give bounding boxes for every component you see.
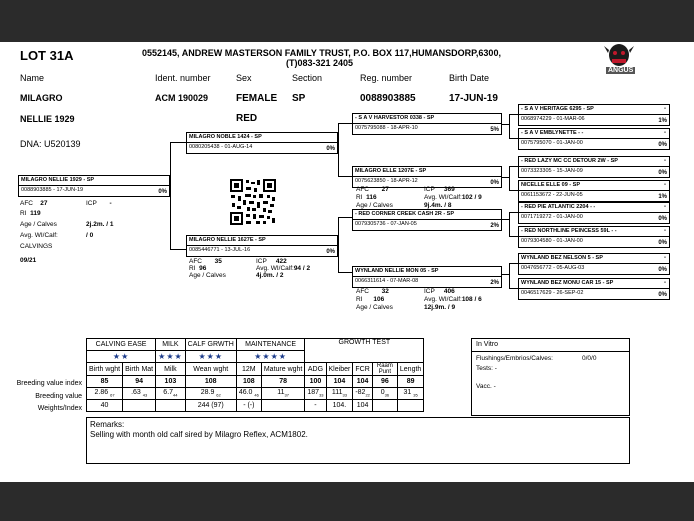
remarks-label: Remarks:	[90, 420, 125, 429]
divider	[519, 212, 669, 213]
self-calvings-value: 09/21	[20, 257, 37, 264]
top-band	[0, 0, 694, 42]
pedigree-sire	[186, 132, 338, 154]
flushings-value: 0/0/0	[582, 355, 597, 362]
weights-cell: 244 (97)	[185, 400, 236, 412]
pedigree-g3-name: WYNLAND BEZ MONU CAR 15 - SP	[521, 280, 614, 286]
dd-age-calves-value: 12j.9m. / 9	[424, 304, 456, 311]
index-cell: 96	[372, 376, 397, 388]
sd-afc: AFC 27	[356, 186, 389, 193]
weights-cell: -	[305, 400, 326, 412]
col-mature-wght: Mature wght	[261, 363, 305, 376]
connector-sd-parents	[509, 166, 510, 190]
col-birth-wght: Birth wght	[87, 363, 123, 376]
dash: -	[664, 255, 666, 261]
animal-sex: FEMALE	[236, 93, 278, 104]
divider	[519, 138, 669, 139]
divider	[19, 185, 169, 186]
animal-section: SP	[292, 93, 306, 104]
dam-icp: ICP 422	[256, 258, 287, 265]
divider	[519, 190, 669, 191]
row-label-value: Breeding value	[35, 393, 82, 400]
connector-ss-parents	[509, 114, 510, 138]
pedigree-g3-5	[518, 202, 670, 224]
dd-age-calves: Age / Calves	[356, 304, 393, 311]
pedigree-sire-dam	[352, 166, 502, 188]
dd-ri: RI 106	[356, 296, 385, 303]
index-cell: 78	[261, 376, 305, 388]
self-age-calves-value: 2j.2m. / 1	[86, 221, 114, 228]
pedigree-ss-name: - S A V HARVESTOR 0338 - SP	[355, 115, 435, 121]
value-row	[87, 388, 424, 400]
in-vitro-title: In Vitro	[476, 341, 499, 348]
catalogue-page	[0, 42, 694, 482]
pedigree-sd-pct: 0%	[490, 180, 499, 186]
pedigree-g3-pct: 1%	[658, 194, 667, 200]
pedigree-dam	[186, 235, 338, 257]
pedigree-g3-pct: 1%	[658, 118, 667, 124]
pedigree-g3-reg: 0073323305 - 15-JAN-09	[521, 168, 583, 174]
connector-to-g3-8	[509, 288, 518, 289]
index-cell: 104	[326, 376, 353, 388]
weights-row	[87, 400, 424, 412]
pedigree-g3-pct: 0%	[658, 170, 667, 176]
pedigree-ds-reg: 0079305736 - 07-JAN-05	[355, 221, 417, 227]
connector-to-sd	[338, 176, 352, 177]
self-icp: ICP -	[86, 200, 112, 207]
pedigree-g3-pct: 0%	[658, 216, 667, 222]
pedigree-sire-pct: 0%	[326, 146, 335, 152]
dd-avg-wi: Avg. WI/Calf:108 / 6	[424, 296, 482, 303]
index-row	[87, 376, 424, 388]
remarks-text: Selling with month old calf sired by Milagro Reflex, ACM1802.	[90, 430, 308, 439]
connector-to-g3-4	[509, 190, 518, 191]
pedigree-self	[18, 175, 170, 197]
pedigree-dam-sire	[352, 209, 502, 231]
index-cell: 104	[353, 376, 373, 388]
dash: -	[664, 130, 666, 136]
self-calvings-label: CALVINGS	[20, 243, 53, 250]
dam-age-calves-value: 4j.0m. / 2	[256, 272, 284, 279]
label-section: Section	[292, 73, 323, 83]
self-avg-wi: Avg. WI/Calf:	[20, 232, 58, 239]
pedigree-sire-sire	[352, 113, 502, 135]
connector-to-sire	[170, 142, 186, 143]
pedigree-g3-reg: 0047656772 - 05-AUG-03	[521, 265, 585, 271]
animal-reg: 0088903885	[360, 93, 416, 104]
col-wean-wght: Wean wght	[185, 363, 236, 376]
header-row	[87, 363, 424, 376]
animal-colour: RED	[236, 113, 258, 124]
group-milk: MILK	[156, 339, 186, 351]
divider	[519, 236, 669, 237]
qr-code	[229, 178, 277, 226]
dash: -	[664, 182, 666, 188]
connector-to-g3-7	[509, 263, 518, 264]
pedigree-ds-name: - RED CORNER CREEK CASH 2R - SP	[355, 211, 455, 217]
connector-to-g3-2	[509, 138, 518, 139]
connector-dd-parents	[509, 263, 510, 288]
index-cell: 89	[397, 376, 423, 388]
sd-age-calves-value: 9j.4m. / 8	[424, 202, 452, 209]
owner-line-1: 0552145, ANDREW MASTERSON FAMILY TRUST, P.O. BOX 117,HUMANSDORP,6300,	[142, 48, 501, 58]
owner-line-2: (T)083-321 2405	[286, 58, 354, 68]
pedigree-g3-name: - RED PIE ATLANTIC 2204 - -	[521, 204, 596, 210]
connector-to-dam	[170, 249, 186, 250]
pedigree-g3-reg: 0068974229 - 01-MAR-06	[521, 116, 585, 122]
weights-cell: 104	[353, 400, 373, 412]
dash: -	[664, 158, 666, 164]
connector-to-g3-1	[509, 114, 518, 115]
pedigree-dd-reg: 0066311614 - 07-MAR-08	[355, 278, 419, 284]
animal-sub-name: NELLIE 1929	[20, 114, 75, 124]
pedigree-g3-reg: 0075795070 - 01-JAN-00	[521, 140, 583, 146]
pedigree-dd-pct: 2%	[490, 280, 499, 286]
calving-stars-icon: ★★	[87, 351, 156, 363]
ebv-table	[86, 338, 424, 412]
pedigree-dam-name: MILAGRO NELLIE 1627E - SP	[189, 237, 266, 243]
pedigree-g3-1	[518, 104, 670, 126]
label-reg: Reg. number	[360, 73, 413, 83]
weights-cell	[372, 400, 397, 412]
pedigree-ss-pct: 5%	[490, 127, 499, 133]
value-cell: .63 $_{43}$	[123, 388, 156, 400]
divider	[519, 263, 669, 264]
group-growth-test: GROWTH TEST	[305, 339, 424, 363]
connector-ds-parents	[509, 212, 510, 236]
dash: -	[664, 106, 666, 112]
label-birth: Birth Date	[449, 73, 490, 83]
dash: -	[664, 280, 666, 286]
value-cell: 2.86 $_{67}$	[87, 388, 123, 400]
weights-cell	[261, 400, 305, 412]
divider	[519, 114, 669, 115]
sd-ri: RI 116	[356, 194, 377, 201]
col-birth-mat: Birth Mat	[123, 363, 156, 376]
group-calf-growth: CALF GRWTH	[185, 339, 236, 351]
connector-to-ds	[338, 217, 352, 218]
connector-ss-stub	[501, 124, 510, 125]
dash: -	[664, 228, 666, 234]
pedigree-g3-name: - S A V HERITAGE 6295 - SP	[521, 106, 594, 112]
value-cell: $187_{33}$	[305, 388, 326, 400]
value-cell: $0_{36}$	[372, 388, 397, 400]
pedigree-g3-reg: 0046517629 - 26-SEP-02	[521, 290, 584, 296]
pedigree-g3-name: - RED NORTHLINE PEINCESS 59L - -	[521, 228, 617, 234]
pedigree-g3-4	[518, 180, 670, 202]
in-vitro-panel	[471, 338, 630, 416]
pedigree-sire-reg: 0080205438 - 01-AUG-14	[189, 144, 253, 150]
row-label-weights: Weights/Index	[37, 405, 82, 412]
divider	[353, 176, 501, 177]
pedigree-sire-name: MILAGRO NOBLE 1424 - SP	[189, 134, 262, 140]
calf-stars-icon: ★★★	[185, 351, 236, 363]
pedigree-g3-pct: 0%	[658, 292, 667, 298]
pedigree-g3-8	[518, 278, 670, 300]
connector-to-g3-3	[509, 166, 518, 167]
value-cell: 46.0 $_{46}$	[236, 388, 261, 400]
pedigree-self-name: MILAGRO NELLIE 1929 - SP	[21, 177, 95, 183]
sd-icp: ICP 369	[424, 186, 455, 193]
connector-sd-stub	[501, 177, 510, 178]
index-cell: 108	[185, 376, 236, 388]
connector-to-g3-5	[509, 212, 518, 213]
pedigree-g3-reg: 0079304580 - 01-JAN-00	[521, 238, 583, 244]
connector-ds-stub	[501, 219, 510, 220]
sd-avg-wi: Avg. WI/Calf:102 / 9	[424, 194, 482, 201]
group-calving-ease: CALVING EASE	[87, 339, 156, 351]
dam-age-calves: Age / Calves	[189, 272, 226, 279]
animal-birth-date: 17-JUN-19	[449, 93, 498, 104]
pedigree-dam-reg: 0085446771 - 13-JUL-16	[189, 247, 251, 253]
value-cell: 28.9 $_{62}$	[185, 388, 236, 400]
pedigree-dd-name: WYNLAND NELLIE MON 05 - SP	[355, 268, 439, 274]
index-cell: 94	[123, 376, 156, 388]
dd-icp: ICP 406	[424, 288, 455, 295]
weights-cell	[397, 400, 423, 412]
col-adg: ADG	[305, 363, 326, 376]
dd-afc: AFC 32	[356, 288, 389, 295]
sd-age-calves: Age / Calves	[356, 202, 393, 209]
bull-head-icon	[603, 42, 635, 68]
tests-label: Tests: -	[476, 365, 497, 372]
pedigree-g3-7	[518, 253, 670, 275]
pedigree-g3-pct: 0%	[658, 240, 667, 246]
pedigree-g3-3	[518, 156, 670, 178]
divider	[353, 276, 501, 277]
value-cell: $-82_{22}$	[353, 388, 373, 400]
row-label-index: Breeding value index	[16, 380, 82, 387]
divider	[519, 166, 669, 167]
group-maintenance: MAINTENANCE	[236, 339, 305, 351]
self-avg-wi-value: / 0	[86, 232, 94, 239]
divider	[353, 219, 501, 220]
col-raam-punt: Raam Punt	[372, 363, 397, 376]
value-cell: $11_{37}$	[261, 388, 305, 400]
divider	[353, 123, 501, 124]
self-ri: RI 119	[20, 210, 41, 217]
connector-dd-stub	[501, 274, 510, 275]
connector-sire-parents	[338, 123, 339, 177]
pedigree-g3-pct: 0%	[658, 267, 667, 273]
label-sex: Sex	[236, 73, 252, 83]
lot-number: LOT 31A	[20, 48, 74, 63]
pedigree-self-pct: 0%	[158, 189, 167, 195]
connector-gen1	[170, 142, 171, 250]
maint-stars-icon: ★★★★	[236, 351, 305, 363]
col-12m: 12M	[236, 363, 261, 376]
pedigree-dam-pct: 0%	[326, 249, 335, 255]
pedigree-self-reg: 0088903885 - 17-JUN-19	[21, 187, 84, 193]
pedigree-g3-2	[518, 128, 670, 150]
connector-to-ss	[338, 123, 352, 124]
animal-ident: ACM 190029	[155, 93, 209, 103]
col-kleiber: Kleiber	[326, 363, 353, 376]
dash: -	[664, 204, 666, 210]
dam-afc: AFC 35	[189, 258, 222, 265]
pedigree-g3-pct: 0%	[658, 142, 667, 148]
weights-cell	[123, 400, 156, 412]
pedigree-ds-pct: 2%	[490, 223, 499, 229]
remarks-box	[86, 417, 630, 464]
flushings-label: Flushings/Embrios/Calves:	[476, 355, 553, 362]
pedigree-g3-name: - RED LAZY MC CC DETOUR 2W - SP	[521, 158, 618, 164]
weights-cell: 104.	[326, 400, 353, 412]
pedigree-sd-name: MILAGRO ELLE 1207E - SP	[355, 168, 427, 174]
value-cell: $6.7_{44}$	[156, 388, 186, 400]
pedigree-sd-reg: 0075623850 - 18-APR-12	[355, 178, 418, 184]
divider	[187, 142, 337, 143]
weights-cell	[156, 400, 186, 412]
divider	[187, 245, 337, 246]
angus-logo	[603, 42, 635, 76]
pedigree-g3-name: - S A V EMBLYNETTE - -	[521, 130, 584, 136]
index-cell: 100	[305, 376, 326, 388]
value-cell: 31 $_{35}$	[397, 388, 423, 400]
pedigree-g3-name: NICELLE ELLE 09 - SP	[521, 182, 580, 188]
connector-to-g3-6	[509, 236, 518, 237]
weights-cell: - (-)	[236, 400, 261, 412]
pedigree-g3-name: WYNLAND BEZ NELSON 5 - SP	[521, 255, 603, 261]
col-milk: Milk	[156, 363, 186, 376]
dam-avg-wi: Avg. WI/Calf:94 / 2	[256, 265, 311, 272]
label-ident: Ident. number	[155, 73, 211, 83]
pedigree-dam-dam	[352, 266, 502, 288]
col-fcr: FCR	[353, 363, 373, 376]
label-name: Name	[20, 73, 45, 83]
divider	[519, 288, 669, 289]
milk-stars-icon: ★★★	[156, 351, 186, 363]
col-length: Length	[397, 363, 423, 376]
pedigree-g3-reg: 0061153672 - 22-JUN-05	[521, 192, 583, 198]
index-cell: 85	[87, 376, 123, 388]
logo-text: ANGUS	[608, 67, 634, 74]
bottom-band	[0, 482, 694, 521]
self-afc: AFC 27	[20, 200, 48, 207]
animal-name: MILAGRO	[20, 93, 63, 103]
pedigree-g3-6	[518, 226, 670, 248]
weights-cell: 40	[87, 400, 123, 412]
divider	[472, 351, 629, 352]
index-cell: 108	[236, 376, 261, 388]
pedigree-g3-reg: 0071719272 - 01-JAN-00	[521, 214, 583, 220]
connector-to-dd	[338, 272, 352, 273]
animal-dna: DNA: U520139	[20, 139, 81, 149]
dam-ri: RI 96	[189, 265, 207, 272]
vacc-label: Vacc. -	[476, 383, 496, 390]
value-cell: $111_{33}$	[326, 388, 353, 400]
index-cell: 103	[156, 376, 186, 388]
self-age-calves: Age / Calves	[20, 221, 57, 228]
pedigree-ss-reg: 0075795088 - 18-APR-10	[355, 125, 418, 131]
